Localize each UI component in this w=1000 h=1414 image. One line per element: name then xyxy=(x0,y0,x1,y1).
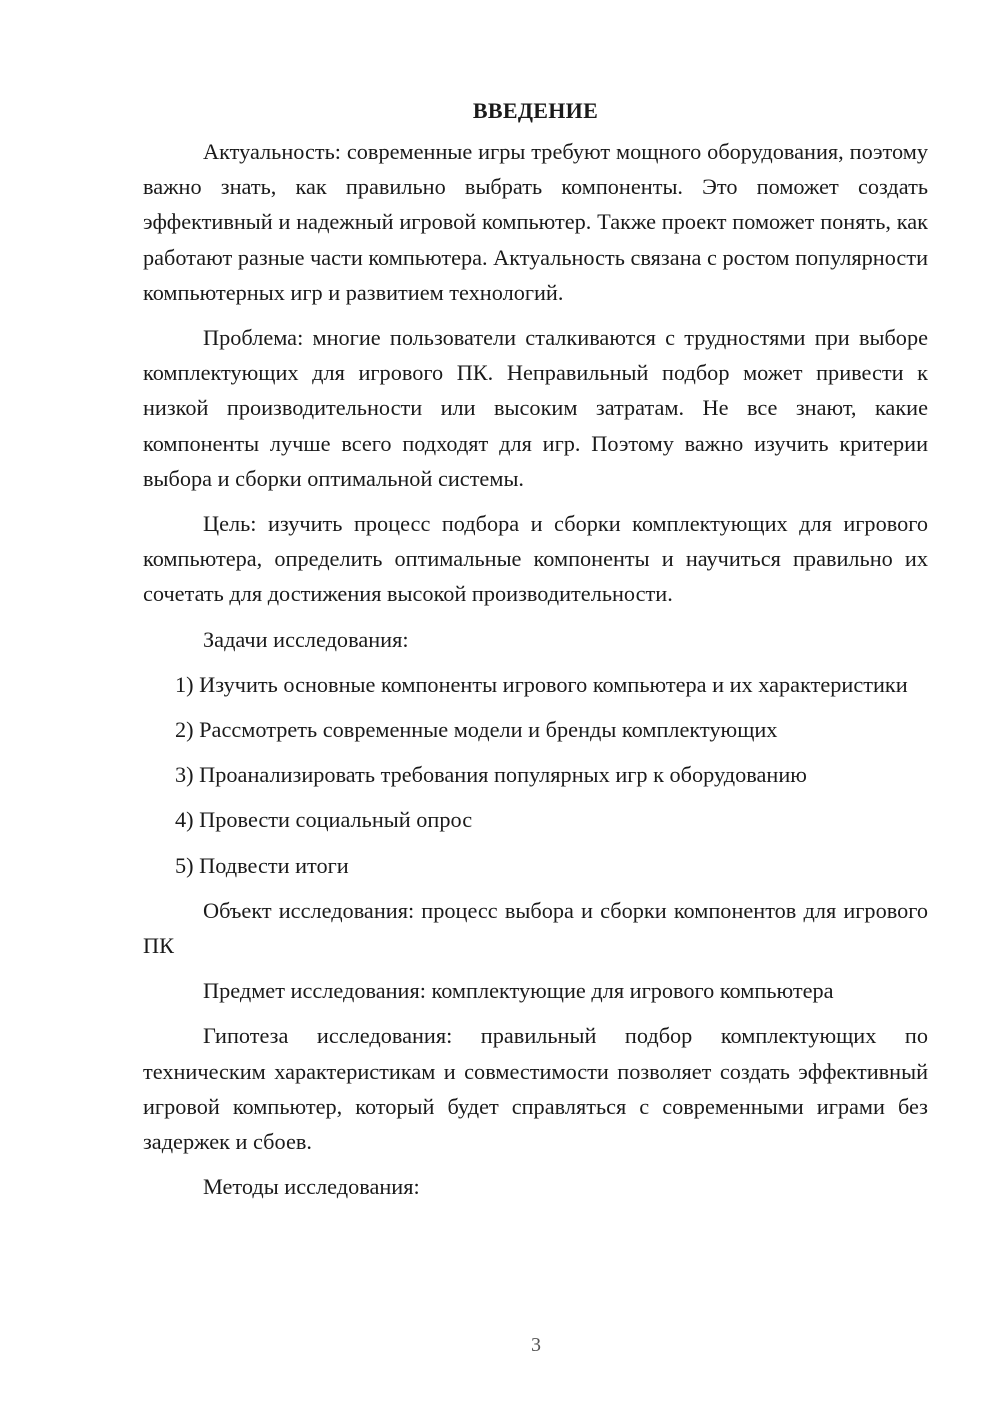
section-title: ВВЕДЕНИЕ xyxy=(472,98,599,123)
methods-heading: Методы исследования: xyxy=(203,1174,420,1200)
page-body xyxy=(143,94,928,1214)
task-item-1: 1) Изучить основные компоненты игрового компьютера и их характеристики xyxy=(175,671,908,697)
relevance-paragraph: Актуальность: современные игры требуют мощного оборудования, поэтому важно знать, как правильно выбрать компоненты. Это поможет создать эффективный и надежный игровой компьютер. Также проект поможет понять, как работают разные части компьютера. Актуальность связана с ростом популярности компьютерных игр и развитием технологий. xyxy=(143,139,929,305)
goal-paragraph: Цель: изучить процесс подбора и сборки комплектующих для игрового компьютера, определить оптимальные компоненты и научиться правильно их сочетать для достижения высокой производительности. xyxy=(143,511,928,607)
tasks-heading: Задачи исследования: xyxy=(203,626,409,652)
task-item-4: 4) Провести социальный опрос xyxy=(175,807,473,833)
subject-paragraph: Предмет исследования: комплектующие для игрового компьютера xyxy=(203,978,834,1004)
task-item-5: 5) Подвести итоги xyxy=(175,852,349,878)
task-item-2: 2) Рассмотреть современные модели и бренды комплектующих xyxy=(175,717,778,743)
object-paragraph: Объект исследования: процесс выбора и сборки компонентов для игрового ПК xyxy=(143,897,928,959)
hypothesis-paragraph: Гипотеза исследования: правильный подбор комплектующих по техническим характеристикам и совместимости позволяет создать эффективный игровой компьютер, который будет справляться с современными играми без задержек и сбоев. xyxy=(143,1023,928,1155)
page-number: 3 xyxy=(531,1334,541,1356)
task-item-3: 3) Проанализировать требования популярных игр к оборудованию xyxy=(175,762,807,788)
problem-paragraph: Проблема: многие пользователи сталкиваются с трудностями при выборе комплектующих для игрового ПК. Неправильный подбор может привести к низкой производительности или высоким затратам. Не все знают, какие компоненты лучше всего подходят для игр. Поэтому важно изучить критерии выбора и сборки оптимальной системы. xyxy=(143,325,928,491)
